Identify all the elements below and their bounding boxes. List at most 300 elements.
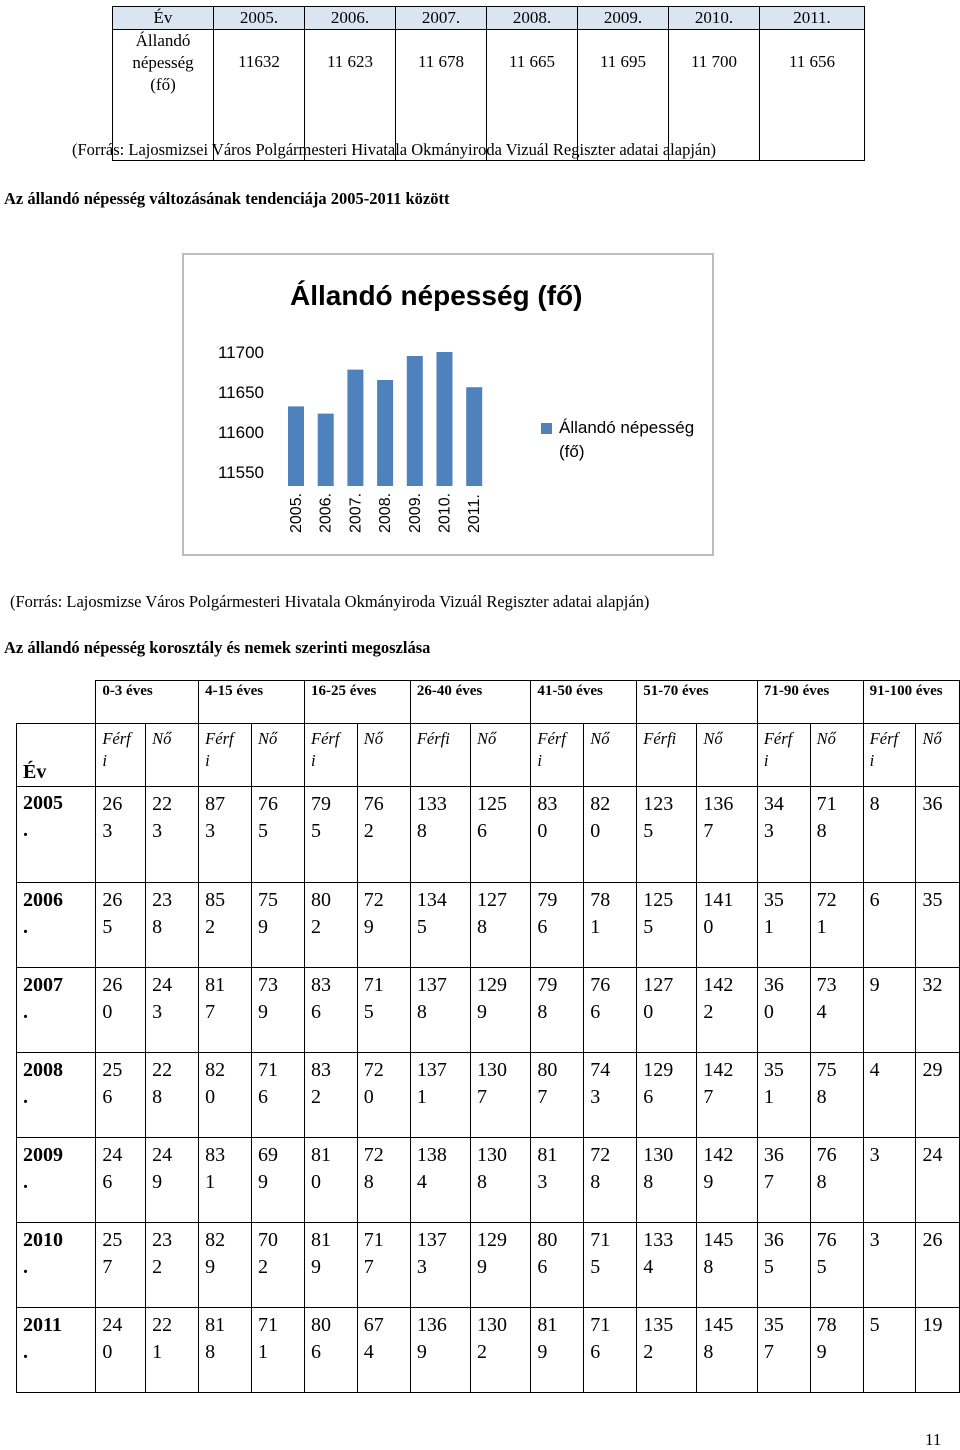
value-cell xyxy=(251,787,304,883)
value-cell: 6 xyxy=(863,883,916,968)
value-cell xyxy=(471,968,531,1053)
population-chart xyxy=(182,253,714,556)
year-label xyxy=(23,1057,71,1111)
value-line: 7 xyxy=(537,1086,548,1108)
value-cell xyxy=(96,787,146,883)
value-line: 127 xyxy=(643,974,674,996)
value-line: 1 xyxy=(763,916,774,938)
value-line: 81 xyxy=(205,974,226,996)
value-cell xyxy=(357,1138,410,1223)
value-line: 76 xyxy=(590,974,611,996)
header-line: Férf xyxy=(537,729,566,748)
value-cell xyxy=(697,787,757,883)
value-cell xyxy=(471,1138,531,1223)
value-cell xyxy=(531,883,584,968)
value-cell xyxy=(199,787,252,883)
value-line: 8 xyxy=(590,1171,601,1193)
chart-bar xyxy=(288,406,304,486)
value-line: 71 xyxy=(363,1229,384,1251)
value-line: 36 xyxy=(763,1229,784,1251)
value-line: 4 xyxy=(816,1001,827,1023)
value-line: 135 xyxy=(643,1314,674,1336)
value-line: 83 xyxy=(311,1059,331,1081)
value-line: 1 xyxy=(257,1341,268,1363)
value-cell: 3 xyxy=(863,1138,916,1223)
value-line: 72 xyxy=(363,1059,384,1081)
value-line: 26 xyxy=(102,793,123,815)
value-line: 9 xyxy=(257,1001,268,1023)
gender-header-row xyxy=(17,724,960,787)
male-header xyxy=(863,724,916,787)
value-cell: 29 xyxy=(916,1053,960,1138)
value-cell: 35 xyxy=(916,883,960,968)
year-line: 2011 xyxy=(23,1314,62,1336)
value-line: 142 xyxy=(703,1144,734,1166)
value-line: 9 xyxy=(311,1256,321,1278)
source-note-2: (Forrás: Lajosmizse Város Polgármesteri Hivatala Okmányiroda Vizuál Regiszter adatai alapján) xyxy=(10,592,650,611)
table-row xyxy=(17,968,960,1053)
value-line: 133 xyxy=(643,1229,674,1251)
header-line: Férf xyxy=(763,729,793,748)
value-line: 136 xyxy=(416,1314,447,1336)
section-heading-2: Az állandó népesség korosztály és nemek szerinti megoszlása xyxy=(4,638,431,657)
chart-bar xyxy=(347,370,363,486)
value-line: 5 xyxy=(102,916,113,938)
male-header xyxy=(305,724,358,787)
y-tick-label: 11700 xyxy=(217,343,264,362)
x-tick-label: 2009. xyxy=(406,492,424,533)
value-line: 7 xyxy=(763,1341,774,1363)
value-line: 24 xyxy=(152,974,173,996)
value-line: 23 xyxy=(152,889,173,911)
value-line: 2 xyxy=(703,1001,714,1023)
value-cell xyxy=(410,1138,470,1223)
value-cell xyxy=(584,883,637,968)
value-cell xyxy=(584,1053,637,1138)
male-header xyxy=(199,724,252,787)
value-line: 87 xyxy=(205,793,226,815)
value-line: 72 xyxy=(590,1144,611,1166)
value-line: 138 xyxy=(416,1144,447,1166)
year-line: . xyxy=(23,1001,28,1023)
value-line: 125 xyxy=(643,889,674,911)
section-heading-1: Az állandó népesség változásának tendenciája 2005-2011 között xyxy=(4,189,450,208)
year-cell: 2005. xyxy=(214,7,305,30)
chart-legend xyxy=(541,418,694,461)
value-cell xyxy=(810,968,863,1053)
value-line: 80 xyxy=(311,1314,331,1336)
value-line: 8 xyxy=(416,820,427,842)
value-line: 81 xyxy=(537,1144,558,1166)
year-line: 2005 xyxy=(23,792,63,814)
value-cell xyxy=(96,1138,146,1223)
value-cell xyxy=(305,968,358,1053)
value-line: 24 xyxy=(102,1144,123,1166)
value-cell xyxy=(410,1223,470,1308)
value-cell xyxy=(251,1138,304,1223)
header-line: i xyxy=(205,751,210,770)
value-line: 6 xyxy=(590,1341,601,1363)
value-cell xyxy=(697,968,757,1053)
value-line: 2 xyxy=(477,1341,487,1363)
age-group-header: 0-3 éves xyxy=(96,681,199,724)
value-line: 9 xyxy=(537,1341,548,1363)
table-row xyxy=(17,1308,960,1393)
value-cell xyxy=(810,883,863,968)
table-row xyxy=(17,1053,960,1138)
value-line: 5 xyxy=(311,820,321,842)
value-line: 35 xyxy=(763,1059,784,1081)
year-label xyxy=(23,790,71,844)
female-header: Nő xyxy=(357,724,410,787)
value-line: 9 xyxy=(257,1171,268,1193)
value-line: 3 xyxy=(205,820,216,842)
value-cell xyxy=(810,1223,863,1308)
value-cell xyxy=(199,968,252,1053)
value-line: 130 xyxy=(643,1144,674,1166)
year-column-header: Év xyxy=(23,761,47,783)
value-line: 5 xyxy=(257,820,268,842)
value-cell xyxy=(251,1053,304,1138)
value-line: 71 xyxy=(257,1059,278,1081)
year-cell: 2006. xyxy=(305,7,396,30)
value-cell xyxy=(199,1138,252,1223)
year-line: . xyxy=(23,916,28,938)
value-cell xyxy=(96,883,146,968)
value-line: 80 xyxy=(537,1229,558,1251)
x-tick-label: 2007. xyxy=(347,492,365,533)
male-header xyxy=(757,724,810,787)
value-line: 23 xyxy=(152,1229,173,1251)
population-summary-table xyxy=(112,6,865,161)
y-tick-label: 11550 xyxy=(217,463,264,482)
value-line: 4 xyxy=(643,1256,654,1278)
value-cell: 11 678 xyxy=(396,30,487,161)
value-cell xyxy=(305,1138,358,1223)
value-line: 73 xyxy=(816,974,837,996)
value-line: 8 xyxy=(703,1341,714,1363)
year-cell xyxy=(17,968,96,1053)
value-line: 3 xyxy=(590,1086,601,1108)
value-line: 78 xyxy=(590,889,611,911)
value-cell: 26 xyxy=(916,1223,960,1308)
year-cell: 2009. xyxy=(578,7,669,30)
value-cell: 11 665 xyxy=(487,30,578,161)
chart-bar xyxy=(437,352,453,486)
value-line: 9 xyxy=(152,1171,163,1193)
value-cell xyxy=(96,1223,146,1308)
legend-label: Állandó népesség xyxy=(559,418,695,437)
male-header: Férfi xyxy=(410,724,470,787)
value-cell xyxy=(146,1053,199,1138)
value-line: 71 xyxy=(257,1314,278,1336)
value-line: 71 xyxy=(590,1229,611,1251)
value-line: 34 xyxy=(763,793,784,815)
value-cell xyxy=(199,1223,252,1308)
value-line: 1 xyxy=(152,1341,163,1363)
female-header: Nő xyxy=(251,724,304,787)
value-line: 1 xyxy=(590,916,601,938)
age-group-header: 16-25 éves xyxy=(305,681,411,724)
value-line: 71 xyxy=(363,974,384,996)
value-line: 74 xyxy=(590,1059,611,1081)
value-cell xyxy=(810,1053,863,1138)
value-cell xyxy=(471,787,531,883)
value-line: 71 xyxy=(816,793,837,815)
value-line: 8 xyxy=(816,820,827,842)
value-cell: 3 xyxy=(863,1223,916,1308)
value-line: 73 xyxy=(257,974,278,996)
value-line: 76 xyxy=(816,1144,837,1166)
value-line: 75 xyxy=(816,1059,837,1081)
x-tick-label: 2010. xyxy=(436,492,454,533)
value-line: 130 xyxy=(477,1144,507,1166)
value-line: 75 xyxy=(257,889,278,911)
x-tick-label: 2008. xyxy=(377,492,395,533)
year-cell xyxy=(17,761,96,883)
value-cell xyxy=(584,1138,637,1223)
value-cell xyxy=(584,787,637,883)
value-line: 80 xyxy=(311,889,331,911)
value-line: 6 xyxy=(311,1341,321,1363)
value-line: 7 xyxy=(763,1171,774,1193)
value-cell xyxy=(757,1138,810,1223)
female-header: Nő xyxy=(810,724,863,787)
value-line: 79 xyxy=(537,889,558,911)
year-line: 2007 xyxy=(23,974,63,996)
value-cell xyxy=(531,787,584,883)
value-line: 129 xyxy=(477,974,507,996)
value-line: 72 xyxy=(816,889,837,911)
age-group-header: 26-40 éves xyxy=(410,681,531,724)
value-line: 5 xyxy=(590,1256,601,1278)
page-number: 11 xyxy=(925,1430,942,1449)
value-cell: 4 xyxy=(863,1053,916,1138)
value-cell xyxy=(531,1053,584,1138)
value-cell xyxy=(584,968,637,1053)
year-cell xyxy=(17,1223,96,1308)
value-line: 6 xyxy=(102,1086,113,1108)
value-line: 24 xyxy=(102,1314,123,1336)
value-line: 6 xyxy=(537,1256,548,1278)
value-line: 35 xyxy=(763,1314,784,1336)
value-cell xyxy=(757,883,810,968)
chart-bars xyxy=(288,352,482,486)
value-cell xyxy=(697,1308,757,1393)
value-line: 3 xyxy=(763,820,774,842)
value-cell xyxy=(146,883,199,968)
value-cell xyxy=(357,968,410,1053)
age-group-header: 4-15 éves xyxy=(199,681,305,724)
header-line: Férf xyxy=(311,729,340,748)
value-cell: 19 xyxy=(916,1308,960,1393)
value-cell: 36 xyxy=(916,787,960,883)
value-cell xyxy=(637,1053,697,1138)
table-row xyxy=(17,787,960,883)
value-line: 2 xyxy=(363,820,374,842)
value-cell xyxy=(584,1308,637,1393)
value-line: 5 xyxy=(763,1256,774,1278)
value-line: 79 xyxy=(311,793,331,815)
value-line: 5 xyxy=(643,916,654,938)
value-cell xyxy=(357,1223,410,1308)
value-line: 6 xyxy=(537,916,548,938)
value-line: 6 xyxy=(311,1001,321,1023)
value-line: 80 xyxy=(537,1059,558,1081)
value-line: 8 xyxy=(363,1171,374,1193)
chart-x-labels xyxy=(288,493,483,533)
value-line: 25 xyxy=(102,1229,123,1251)
value-cell xyxy=(810,1308,863,1393)
value-line: 82 xyxy=(590,793,611,815)
value-line: 0 xyxy=(311,1171,321,1193)
year-line: . xyxy=(23,1341,28,1363)
chart-bar xyxy=(407,356,423,486)
value-cell xyxy=(637,1138,697,1223)
chart-bar xyxy=(466,387,482,486)
value-line: 6 xyxy=(257,1086,268,1108)
value-cell xyxy=(410,1053,470,1138)
value-line: 85 xyxy=(205,889,226,911)
year-line: 2008 xyxy=(23,1059,63,1081)
value-line: 8 xyxy=(152,1086,163,1108)
value-cell xyxy=(251,883,304,968)
value-line: 3 xyxy=(416,1256,427,1278)
value-cell xyxy=(757,1053,810,1138)
value-line: 9 xyxy=(477,1256,487,1278)
year-line: . xyxy=(23,819,28,841)
value-cell xyxy=(305,883,358,968)
value-line: 133 xyxy=(416,793,447,815)
corner-cell xyxy=(17,681,96,724)
year-cell: 2010. xyxy=(669,7,760,30)
value-line: 125 xyxy=(477,793,507,815)
value-line: 2 xyxy=(311,1086,321,1108)
year-cell: 2011. xyxy=(760,7,865,30)
value-line: 0 xyxy=(102,1341,113,1363)
value-cell xyxy=(357,1308,410,1393)
value-line: 83 xyxy=(205,1144,226,1166)
value-line: 8 xyxy=(477,916,487,938)
value-line: 137 xyxy=(416,1059,447,1081)
value-line: 1 xyxy=(205,1171,216,1193)
value-line: 9 xyxy=(703,1171,714,1193)
value-line: 3 xyxy=(102,820,113,842)
value-cell xyxy=(637,787,697,883)
value-line: 79 xyxy=(537,974,558,996)
value-line: 26 xyxy=(102,974,123,996)
age-group-header-row xyxy=(17,681,960,724)
value-line: 130 xyxy=(477,1314,507,1336)
legend-swatch xyxy=(541,423,552,434)
value-cell xyxy=(251,968,304,1053)
value-cell xyxy=(410,968,470,1053)
value-line: 145 xyxy=(703,1229,734,1251)
value-cell xyxy=(531,1308,584,1393)
value-line: 145 xyxy=(703,1314,734,1336)
chart-bar xyxy=(318,414,334,486)
value-line: 1 xyxy=(416,1086,427,1108)
value-cell xyxy=(410,883,470,968)
chart-canvas xyxy=(184,255,712,554)
value-cell xyxy=(96,1308,146,1393)
value-line: 0 xyxy=(102,1001,113,1023)
value-line: 35 xyxy=(763,889,784,911)
year-line: . xyxy=(23,1086,28,1108)
value-cell xyxy=(471,1223,531,1308)
year-label xyxy=(23,887,71,941)
value-line: 6 xyxy=(102,1171,113,1193)
value-cell xyxy=(305,787,358,883)
value-line: 0 xyxy=(703,916,714,938)
value-cell xyxy=(199,1053,252,1138)
x-tick-label: 2006. xyxy=(317,492,335,533)
value-cell: 11 695 xyxy=(578,30,669,161)
value-cell xyxy=(305,1308,358,1393)
value-cell xyxy=(810,1138,863,1223)
female-header: Nő xyxy=(584,724,637,787)
value-cell xyxy=(305,1223,358,1308)
year-label xyxy=(23,1142,71,1196)
male-header: Férfi xyxy=(637,724,697,787)
table-row xyxy=(17,883,960,968)
value-cell xyxy=(697,1053,757,1138)
year-cell xyxy=(17,1138,96,1223)
year-cell: 2008. xyxy=(487,7,578,30)
value-line: 0 xyxy=(763,1001,774,1023)
value-cell xyxy=(357,787,410,883)
x-tick-label: 2005. xyxy=(288,492,305,533)
value-line: 26 xyxy=(102,889,123,911)
value-cell: 11 656 xyxy=(760,30,865,161)
value-cell xyxy=(697,883,757,968)
value-cell xyxy=(810,787,863,883)
year-line: . xyxy=(23,1256,28,1278)
value-cell xyxy=(757,1308,810,1393)
year-cell xyxy=(17,883,96,968)
value-cell xyxy=(757,787,810,883)
year-line: 2010 xyxy=(23,1229,63,1251)
year-cell xyxy=(17,1308,96,1393)
value-cell xyxy=(584,1223,637,1308)
value-cell: 5 xyxy=(863,1308,916,1393)
value-cell xyxy=(531,1138,584,1223)
value-line: 76 xyxy=(257,793,278,815)
value-line: 7 xyxy=(477,1086,487,1108)
year-label xyxy=(23,1312,71,1366)
value-line: 5 xyxy=(816,1256,827,1278)
chart-axis xyxy=(218,343,264,482)
value-line: 141 xyxy=(703,889,734,911)
value-cell xyxy=(199,1308,252,1393)
value-line: 6 xyxy=(477,820,487,842)
value-line: 8 xyxy=(205,1341,216,1363)
value-cell xyxy=(531,968,584,1053)
value-line: 9 xyxy=(816,1341,827,1363)
value-line: 22 xyxy=(152,793,173,815)
value-cell: 11 700 xyxy=(669,30,760,161)
value-line: 2 xyxy=(311,916,321,938)
value-line: 5 xyxy=(643,820,654,842)
value-cell xyxy=(96,968,146,1053)
value-cell xyxy=(146,1223,199,1308)
chart-title: Állandó népesség (fő) xyxy=(290,280,583,311)
value-line: 8 xyxy=(816,1171,827,1193)
female-header: Nő xyxy=(697,724,757,787)
header-line: i xyxy=(537,751,543,770)
year-line: . xyxy=(23,1171,28,1193)
value-cell xyxy=(251,1308,304,1393)
